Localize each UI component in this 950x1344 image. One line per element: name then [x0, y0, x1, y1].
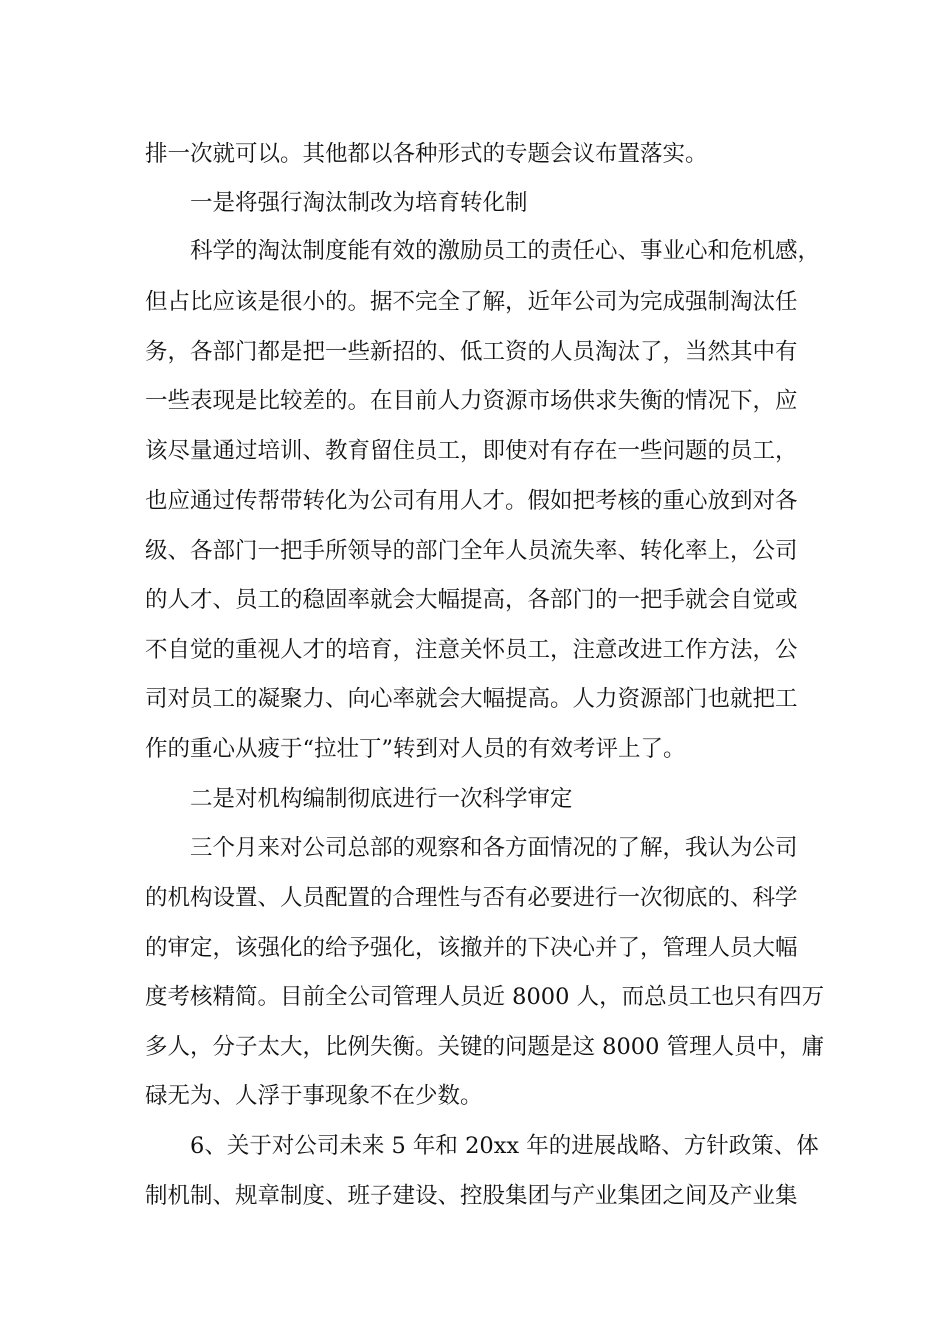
- section-heading: 一是将强行淘汰制改为培育转化制: [190, 190, 528, 216]
- text-line: 的人才、员工的稳固率就会大幅提高，各部门的一把手就会自觉或: [145, 587, 798, 613]
- paragraph-first-line: 科学的淘汰制度能有效的激励员工的责任心、事业心和危机感，: [190, 238, 821, 264]
- text-line: 多人，分子太大，比例失衡。关键的问题是这 8000 管理人员中，庸: [145, 1034, 825, 1060]
- text-line: 排一次就可以。其他都以各种形式的专题会议布置落实。: [145, 141, 708, 167]
- text-line: 不自觉的重视人才的培育，注意关怀员工，注意改进工作方法，公: [145, 637, 798, 663]
- text-line: 碌无为、人浮于事现象不在少数。: [145, 1083, 483, 1109]
- paragraph-first-line: 三个月来对公司总部的观察和各方面情况的了解，我认为公司: [190, 835, 798, 861]
- text-line: 司对员工的凝聚力、向心率就会大幅提高。人力资源部门也就把工: [145, 686, 798, 712]
- text-line: 该尽量通过培训、教育留住员工，即使对有存在一些问题的员工，: [145, 438, 798, 464]
- section-heading: 二是对机构编制彻底进行一次科学审定: [190, 786, 573, 812]
- text-line: 但占比应该是很小的。据不完全了解，近年公司为完成强制淘汰任: [145, 289, 798, 315]
- text-line: 的机构设置、人员配置的合理性与否有必要进行一次彻底的、科学: [145, 885, 798, 911]
- text-line: 作的重心从疲于“拉壮丁”转到对人员的有效考评上了。: [145, 736, 686, 762]
- text-line: 务，各部门都是把一些新招的、低工资的人员淘汰了，当然其中有: [145, 339, 798, 365]
- text-line: 度考核精简。目前全公司管理人员近 8000 人，而总员工也只有四万: [145, 984, 825, 1010]
- text-line: 制机制、规章制度、班子建设、控股集团与产业集团之间及产业集: [145, 1183, 798, 1209]
- text-line: 级、各部门一把手所领导的部门全年人员流失率、转化率上，公司: [145, 538, 798, 564]
- text-line: 的审定，该强化的给予强化，该撤并的下决心并了，管理人员大幅: [145, 935, 798, 961]
- text-line: 一些表现是比较差的。在目前人力资源市场供求失衡的情况下，应: [145, 388, 798, 414]
- paragraph-first-line: 6、关于对公司未来 5 年和 20xx 年的进展战略、方针政策、体: [190, 1133, 819, 1159]
- text-line: 也应通过传帮带转化为公司有用人才。假如把考核的重心放到对各: [145, 488, 798, 514]
